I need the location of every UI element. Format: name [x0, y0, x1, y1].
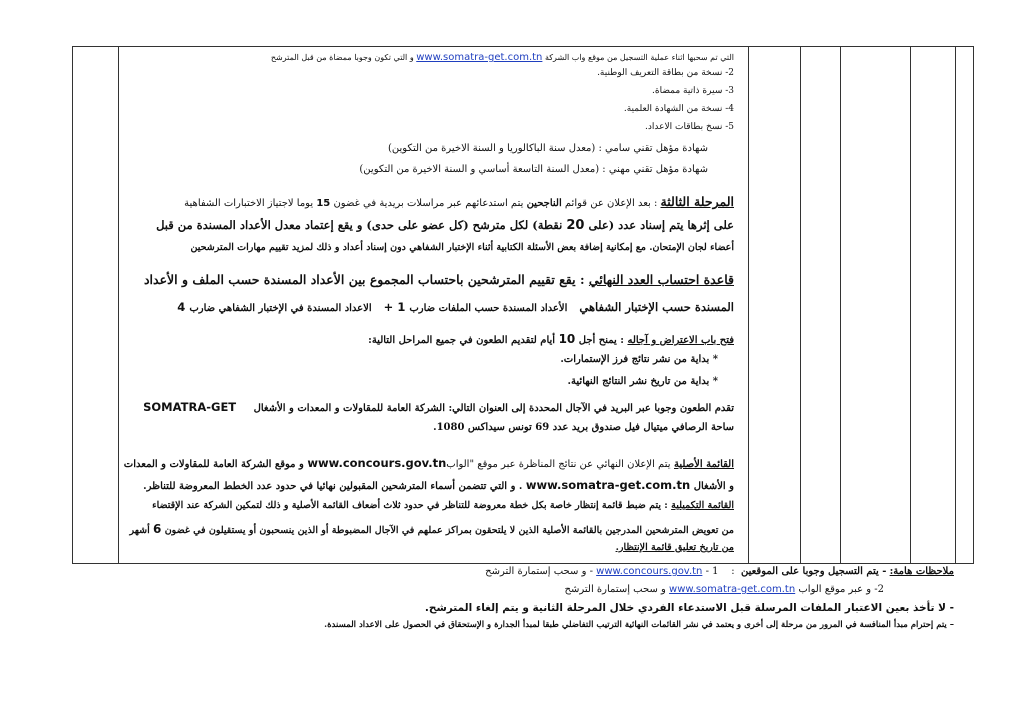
- text: الأعداد المسندة حسب الملفات ضارب: [409, 303, 568, 314]
- final-list-line-2: [143, 478, 734, 492]
- phase3-line-2: [156, 218, 734, 233]
- diploma-line-1: شهادة مؤهل تقني سامي : (معدل سنة الباكالوريا و السنة الاخيرة من التكوين): [387, 143, 708, 154]
- text: و موقع الشركة العامة للمقاولات و المعدات: [123, 459, 304, 470]
- text: أيام لتقديم الطعون في جميع المراحل التالية:: [368, 335, 556, 346]
- complementary-list-line-2: [129, 522, 734, 536]
- complementary-list-line-1: [152, 500, 734, 511]
- main-content-cell: [118, 48, 748, 562]
- somatra-link[interactable]: www.somatra-get.com.tn: [525, 478, 691, 492]
- notes-line-3: - لا تأخذ بعين الاعتبار الملفات المرسلة قبل الاستدعاء الفردي خلال المرحلة الثانية و يتم إلغاء المترشح.: [424, 602, 954, 614]
- text: يتم الإعلان النهائي عن نتائج المناظرة عبر موقع "الواب: [446, 459, 671, 470]
- appeal-item-1: * بداية من نشر نتائج فرز الإستمارات.: [560, 354, 718, 365]
- appeal-line-4: [143, 400, 734, 414]
- notes-line-1: ملاحظات هامة: - يتم التسجيل وجوبا على الموقعين : 1 - www.concours.gov.tn - و سحب إستمارة الترشح: [485, 566, 954, 577]
- appeal-title: فتح باب الاعتراض و آجاله: [627, 335, 734, 346]
- column-divider: [748, 46, 749, 564]
- appeal-item-2: * بداية من تاريخ نشر النتائج النهائية.: [567, 376, 718, 387]
- text: : يمنح أجل: [578, 335, 628, 346]
- somatra-link[interactable]: www.somatra-get.com.tn: [669, 584, 796, 595]
- text: - يتم التسجيل وجوبا على الموقعين: [740, 566, 887, 577]
- column-divider: [840, 46, 841, 564]
- text: يتم استدعائهم عبر مراسلات بريدية في غضون: [333, 198, 524, 209]
- rule-title: قاعدة احتساب العدد النهائي: [588, 272, 734, 287]
- complementary-list-title: القائمة التكميلية: [671, 500, 734, 511]
- text: الاعداد المسندة في الإختبار الشفاهي ضارب: [189, 303, 372, 314]
- concours-link[interactable]: www.concours.gov.tn: [307, 456, 447, 470]
- text: - و سحب إستمارة الترشح: [485, 566, 593, 577]
- somatra-link[interactable]: www.somatra-get.com.tn: [416, 52, 543, 63]
- final-list-title: القائمة الأصلية: [674, 459, 734, 470]
- text: التي تم سحبها اثناء عملية التسجيل من موقع واب الشركة: [544, 53, 734, 62]
- phase3-line-3: أعضاء لجان الإمتحان. مع إمكانية إضافة بعض الأسئلة الكتابية أثناء الإختبار الشفاهي دون إسناد أعداد و ذلك لمزيد تقييم مهارات المترشحين: [190, 242, 734, 253]
- docs-line-2: 2- نسخة من بطاقة التعريف الوطنية.: [597, 68, 734, 78]
- final-list-line-1: [124, 456, 734, 470]
- text: : يقع تقييم المترشحين باحتساب المجموع بين الأعداد المسندة حسب الملف و الأعداد: [143, 272, 589, 287]
- number: 4: [177, 300, 186, 314]
- company-name: SOMATRA-GET: [143, 400, 237, 414]
- text: نقطة) لكل مترشح (كل عضو على حدى) و يقع إعتماد معدل الأعداد المسندة من قبل: [156, 218, 563, 232]
- text: . و التي تتضمن أسماء المترشحين المقبولين نهائيا في حدود عدد الخطط المعروضة للتناظر.: [143, 481, 523, 492]
- number: 10: [558, 332, 576, 346]
- complementary-list-line-3: من تاريخ تعليق قائمة الإنتظار.: [615, 542, 734, 553]
- number: 1 -: [705, 566, 719, 577]
- phase3-line-1: [184, 194, 734, 209]
- notes-line-2: [565, 584, 884, 595]
- number: 1: [397, 300, 406, 314]
- number: +: [383, 300, 394, 314]
- diploma-line-2: شهادة مؤهل تقني مهني : (معدل السنة التاسعة أساسي و السنة الاخيرة من التكوين): [359, 164, 708, 175]
- rule-line-1: [144, 272, 734, 287]
- text: المسندة حسب الإختبار الشفاهي: [579, 300, 734, 314]
- text: من تعويض المترشحين المدرجين بالقائمة الأصلية الذين لا يلتحقون بمراكز عملهم في الآجال المضبوطة أو الذين ينسحبون أو يستقيلون في غضون: [164, 525, 734, 536]
- text: و سحب إستمارة الترشح: [564, 584, 666, 595]
- number: 6: [153, 522, 162, 536]
- docs-line-1: [271, 52, 734, 63]
- text: : يتم ضبط قائمة إنتظار خاصة بكل خطة معروضة للتناظر في حدود ثلاث أضعاف القائمة الأصلية و ذلك لتمكين الشركة عند الإقتضاء: [152, 500, 668, 511]
- text: : بعد الإعلان عن قوائم: [564, 198, 661, 209]
- text: و التي تكون وجوبا ممضاة من قبل المترشح: [270, 53, 414, 62]
- rule-line-2: [177, 300, 734, 314]
- number: 20: [566, 218, 585, 233]
- appeal-line-1: [368, 332, 734, 346]
- notes-line-4: – يتم إحترام مبدأ المنافسة في المرور من مرحلة إلى أخرى و يعتمد في نشر القائمات النهائية الترتيب التفاضلي طبقا لمبدأ الجدارة و الإستحقاق في الحصول على الاعداد المسندة.: [324, 620, 954, 630]
- text: الناجحين: [526, 198, 562, 209]
- notes-label: ملاحظات هامة:: [889, 566, 954, 577]
- text: يوما لاجتياز الاختبارات الشفاهية: [184, 198, 314, 209]
- docs-line-5: 5- نسخ بطاقات الاعداد.: [645, 122, 734, 132]
- column-divider: [800, 46, 801, 564]
- column-divider: [910, 46, 911, 564]
- column-divider: [955, 46, 956, 564]
- number: 15: [316, 198, 331, 209]
- text: و الأشغال: [693, 481, 734, 492]
- text: على إثرها يتم إسناد عدد (على: [588, 218, 734, 232]
- appeal-line-5: ساحة الرصافي ميتيال فيل صندوق بريد عدد 69 تونس سيداكس 1080.: [433, 422, 734, 433]
- text: تقدم الطعون وجوبا عبر البريد في الآجال المحددة إلى العنوان التالي: الشركة العامة للمقاولات و المعدات و الأشغال: [253, 403, 734, 414]
- docs-line-3: 3- سيرة ذاتية ممضاة.: [652, 86, 734, 96]
- text: أشهر: [129, 525, 150, 536]
- concours-link[interactable]: www.concours.gov.tn: [596, 566, 703, 577]
- text: 2- و عبر موقع الواب: [798, 584, 884, 595]
- docs-line-4: 4- نسخة من الشهادة العلمية.: [623, 104, 734, 114]
- phase3-title: المرحلة الثالثة: [660, 194, 734, 209]
